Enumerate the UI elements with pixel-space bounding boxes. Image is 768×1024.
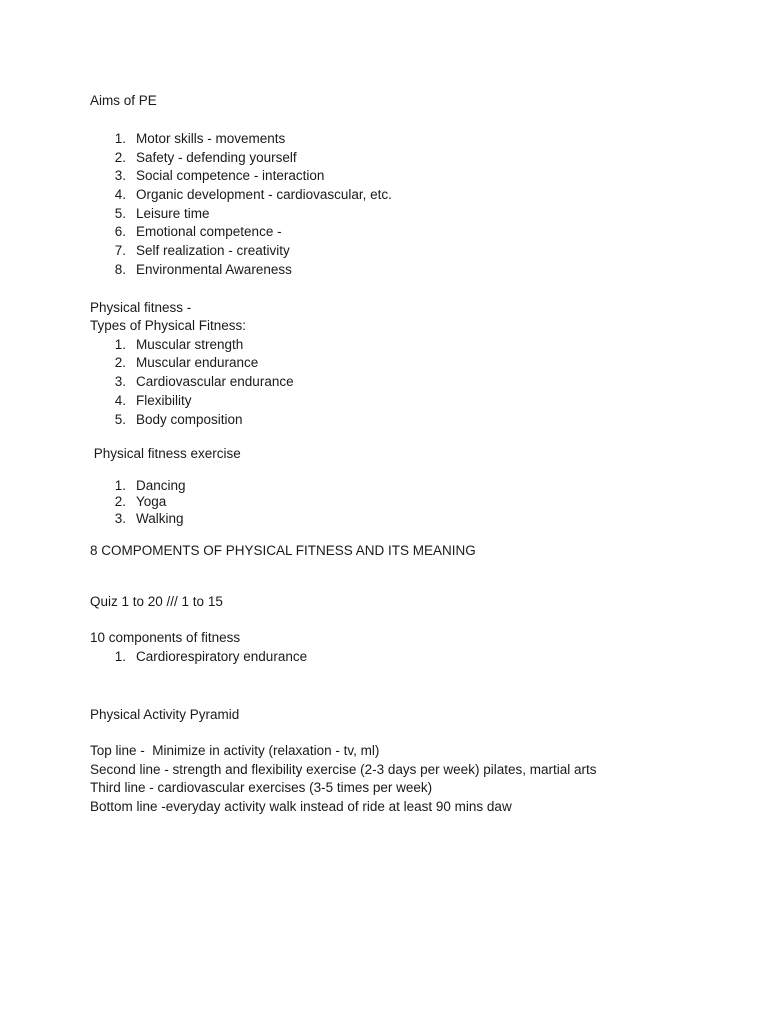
list-text: Dancing xyxy=(136,478,186,493)
list-number: 3. xyxy=(114,168,126,183)
list-text: Organic development - cardiovascular, etc. xyxy=(136,187,392,202)
list-text: Motor skills - movements xyxy=(136,131,286,146)
list-text: Emotional competence - xyxy=(136,224,282,239)
aims-heading: Aims of PE xyxy=(90,93,157,108)
list-text: Leisure time xyxy=(136,206,210,221)
list-number: 2. xyxy=(114,355,126,370)
pyramid-line-second: Second line - strength and flexibility exercise (2-3 days per week) pilates, martial arts xyxy=(90,762,597,777)
pyramid-line-top: Top line - Minimize in activity (relaxation - tv, ml) xyxy=(90,743,380,758)
list-number: 3. xyxy=(114,374,126,389)
components-heading: 8 COMPOMENTS OF PHYSICAL FITNESS AND ITS MEANING xyxy=(90,543,476,558)
list-number: 5. xyxy=(114,206,126,221)
fitness-types-heading: Types of Physical Fitness: xyxy=(90,318,247,333)
list-number: 2. xyxy=(114,150,126,165)
list-number: 4. xyxy=(114,393,126,408)
list-text: Self realization - creativity xyxy=(136,243,290,258)
exercise-heading: Physical fitness exercise xyxy=(90,446,241,461)
list-text: Walking xyxy=(136,511,184,526)
list-text: Safety - defending yourself xyxy=(136,150,297,165)
list-number: 2. xyxy=(114,494,126,509)
list-text: Yoga xyxy=(136,494,167,509)
list-text: Body composition xyxy=(136,412,243,427)
quiz-line: Quiz 1 to 20 /// 1 to 15 xyxy=(90,594,223,609)
list-number: 7. xyxy=(114,243,126,258)
list-number: 1. xyxy=(114,337,126,352)
list-number: 1. xyxy=(114,131,126,146)
list-text: Environmental Awareness xyxy=(136,262,292,277)
list-number: 5. xyxy=(114,412,126,427)
list-text: Muscular strength xyxy=(136,337,244,352)
list-number: 6. xyxy=(114,224,126,239)
list-text: Flexibility xyxy=(136,393,192,408)
ten-components-heading: 10 components of fitness xyxy=(90,630,241,645)
list-number: 1. xyxy=(114,478,126,493)
pyramid-line-bottom: Bottom line -everyday activity walk instead of ride at least 90 mins daw xyxy=(90,799,512,814)
list-number: 3. xyxy=(114,511,126,526)
list-text: Muscular endurance xyxy=(136,355,259,370)
pyramid-heading: Physical Activity Pyramid xyxy=(90,707,240,722)
list-number: 8. xyxy=(114,262,126,277)
list-text: Cardiovascular endurance xyxy=(136,374,294,389)
list-number: 1. xyxy=(114,649,126,664)
pyramid-line-third: Third line - cardiovascular exercises (3-5 times per week) xyxy=(90,780,433,795)
fitness-line: Physical fitness - xyxy=(90,300,192,315)
list-number: 4. xyxy=(114,187,126,202)
list-text: Social competence - interaction xyxy=(136,168,325,183)
list-text: Cardiorespiratory endurance xyxy=(136,649,308,664)
